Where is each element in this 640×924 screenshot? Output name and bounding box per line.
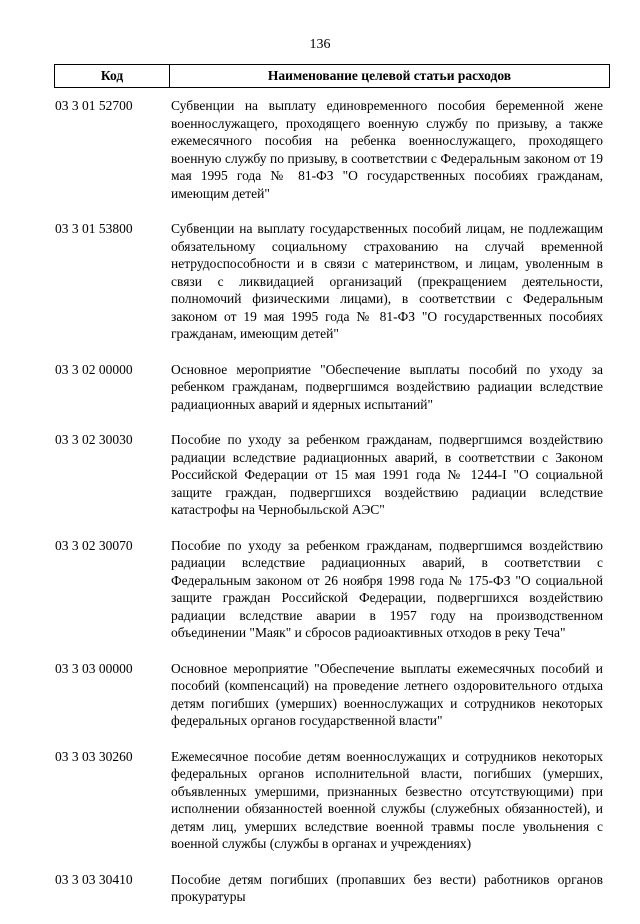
table-row <box>54 97 610 202</box>
row-code: 03 3 03 00000 <box>55 660 133 676</box>
row-code: 03 3 02 00000 <box>55 361 133 377</box>
row-name: Основное мероприятие "Обеспечение выплаты ежемесячных пособий и пособий (компенсаций) на проведение летнего оздоровительного отдыха детям погибших (умерших) военнослужащих и сотрудников некоторых федеральных органов государственной власти" <box>171 660 603 728</box>
row-code: 03 3 01 52700 <box>55 98 133 113</box>
row-code: 03 3 03 30260 <box>55 748 133 764</box>
expenditure-table <box>54 64 610 924</box>
table-body <box>54 97 610 906</box>
row-name: Ежемесячное пособие детям военнослужащих и сотрудников некоторых федеральных органов исполнительной власти, погибших (умерших, объявленных умершими, признанных безвестно отсутствующими) при исполнении обязанностей военной службы (служебных обязанностей), и детям лиц, умерших вследствие военной травмы после увольнения с военной службы (службы в органах и учреждениях) <box>171 748 603 851</box>
table-row <box>54 871 610 906</box>
row-code: 03 3 02 30030 <box>55 432 133 447</box>
row-name: Субвенции на выплату единовременного пособия беременной жене военнослужащего, проходящего военную службу по призыву, а также ежемесячного пособия на ребенка военнослужащего, проходящего военную службу по призыву, в соответствии с Федеральным законом от 19 мая 1995 года № 81-ФЗ "О государственных пособиях гражданам, имеющим детей" <box>171 98 603 201</box>
row-name: Субвенции на выплату государственных пособий лицам, не подлежащим обязательному социальному страхованию на случай временной нетрудоспособности и в связи с материнством, и лицам, уволенным в связи с ликвидацией организаций (прекращением деятельности, полномочий физическими лицами), в соответствии с Федеральным законом от 19 мая 1995 года № 81-ФЗ "О государственных пособиях гражданам, имеющим детей" <box>171 221 603 341</box>
row-name: Пособие по уходу за ребенком гражданам, подвергшимся воздействию радиации вследствие радиационных аварий, в соответствии с Федеральным законом от 26 ноября 1998 года № 175-ФЗ "О социальной защите граждан Российской Федерации, подвергшихся воздействию радиации вследствие аварии в 1957 году на производственном объединении "Маяк" и сбросов радиоактивных отходов в реку Теча" <box>171 537 603 640</box>
page-number: 136 <box>309 37 331 52</box>
row-code: 03 3 02 30070 <box>55 537 133 553</box>
row-name: Пособие детям погибших (пропавших без вести) работников органов прокуратуры <box>171 871 603 904</box>
row-name: Основное мероприятие "Обеспечение выплаты пособий по уходу за ребенком гражданам, подвергшимся воздействию радиации вследствие радиационных аварий и ядерных испытаний" <box>171 361 603 412</box>
row-code: 03 3 01 53800 <box>55 221 133 236</box>
table-row <box>54 361 610 414</box>
table-row <box>54 431 610 519</box>
table-row <box>54 660 610 730</box>
header-code: Код <box>55 65 170 87</box>
table-row <box>54 748 610 853</box>
row-name: Пособие по уходу за ребенком гражданам, подвергшимся воздействию радиации вследствие радиационных аварий, в соответствии с Законом Российской Федерации от 15 мая 1991 года № 1244-I "О социальной защите граждан, подвергшихся воздействию радиации вследствие катастрофы на Чернобыльской АЭС" <box>171 432 603 517</box>
table-row <box>54 537 610 642</box>
row-code: 03 3 03 30410 <box>55 871 133 887</box>
table-row <box>54 220 610 343</box>
header-name: Наименование целевой статьи расходов <box>267 68 512 83</box>
table-header <box>54 64 610 88</box>
